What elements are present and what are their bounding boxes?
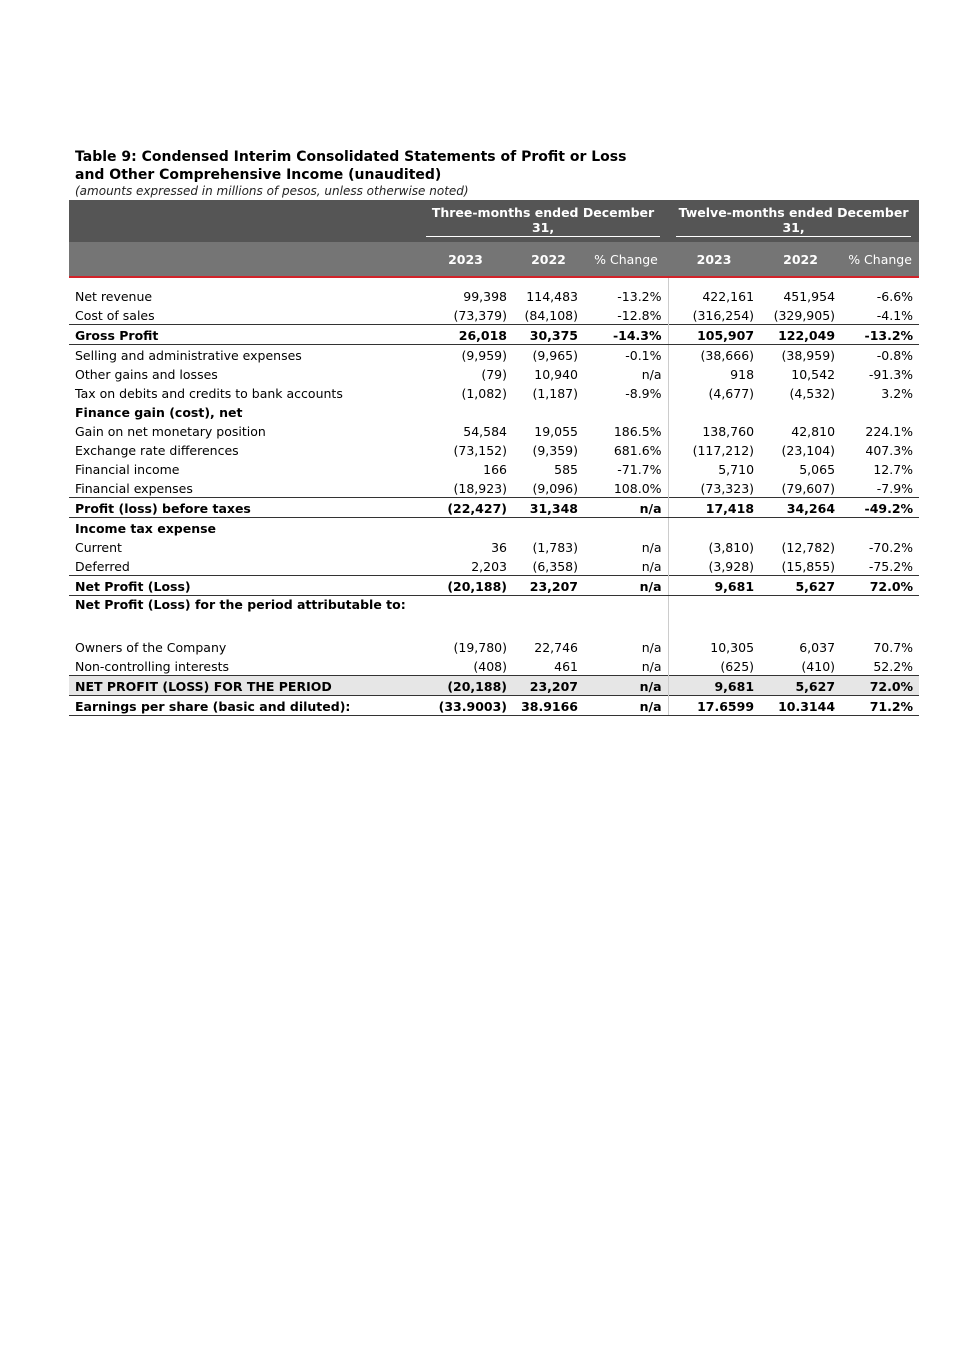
row-value: -13.2% <box>584 277 668 305</box>
header-col-2023-q: 2023 <box>418 242 513 277</box>
row-value: (117,212) <box>692 443 755 458</box>
table-row <box>69 498 919 518</box>
row-label: Selling and administrative expenses <box>75 348 302 363</box>
row-value: -13.2% <box>841 325 919 345</box>
row-label: Income tax expense <box>75 521 217 536</box>
row-value: -4.1% <box>876 308 914 323</box>
row-value: 9,681 <box>668 676 760 696</box>
header-group-twelve-months <box>668 200 919 242</box>
table-row <box>69 656 919 676</box>
row-value: 22,746 <box>534 640 578 655</box>
row-value: 114,483 <box>526 289 578 304</box>
table-row <box>69 478 919 498</box>
row-value: 3.2% <box>881 386 914 401</box>
row-label: Net Profit (Loss) <box>69 576 418 596</box>
header-col-pct-y: % Change <box>841 242 919 277</box>
table-row <box>69 440 919 459</box>
row-value: (3,928) <box>708 559 755 574</box>
row-value: 17.6599 <box>668 696 760 716</box>
row-value: (84,108) <box>524 308 578 323</box>
row-value: n/a <box>584 656 668 676</box>
row-value: -75.2% <box>868 559 914 574</box>
row-label: NET PROFIT (LOSS) FOR THE PERIOD <box>69 676 418 696</box>
row-value: n/a <box>584 537 668 556</box>
table-row <box>69 364 919 383</box>
row-value: (79,607) <box>781 481 836 496</box>
row-label: Gross Profit <box>69 325 418 345</box>
row-value: 99,398 <box>463 289 507 304</box>
row-label: Cost of sales <box>75 308 155 323</box>
table-row <box>69 518 919 538</box>
row-value: (20,188) <box>418 576 513 596</box>
row-label: Earnings per share (basic and diluted): <box>69 696 418 716</box>
row-value: -12.8% <box>584 305 668 325</box>
row-value: 12.7% <box>873 462 914 477</box>
row-value <box>760 402 841 421</box>
row-value: (6,358) <box>532 559 578 574</box>
row-value: 71.2% <box>841 696 919 716</box>
row-value: (316,254) <box>692 308 755 323</box>
table-row <box>69 459 919 478</box>
table-row <box>69 696 919 716</box>
row-value: -6.6% <box>876 289 914 304</box>
header-col-2022-q: 2022 <box>513 242 584 277</box>
row-value: (9,359) <box>532 443 578 458</box>
row-value: 5,710 <box>718 462 755 477</box>
row-value <box>584 518 668 538</box>
row-value: (33.9003) <box>418 696 513 716</box>
row-value: 19,055 <box>534 424 578 439</box>
row-label: Net Profit (Loss) for the period attributable to: <box>75 597 406 612</box>
row-value: 5,627 <box>760 676 841 696</box>
row-value: -70.2% <box>868 540 914 555</box>
row-value: 2,203 <box>471 559 507 574</box>
table-row <box>69 676 919 696</box>
row-label: Other gains and losses <box>75 367 218 382</box>
table-row <box>69 402 919 421</box>
statement-container <box>69 148 919 716</box>
row-label: Current <box>75 540 122 555</box>
row-value: (408) <box>473 659 507 674</box>
row-value: n/a <box>584 637 668 656</box>
row-value: 186.5% <box>584 421 668 440</box>
row-value: (3,810) <box>708 540 755 555</box>
row-label: Financial expenses <box>75 481 193 496</box>
row-value: n/a <box>584 364 668 383</box>
row-value: 36 <box>491 540 507 555</box>
table-row <box>69 576 919 596</box>
row-value: (18,923) <box>453 481 507 496</box>
row-label: Deferred <box>75 559 130 574</box>
row-value: 26,018 <box>418 325 513 345</box>
row-value: (625) <box>720 659 755 674</box>
row-value: 451,954 <box>783 289 836 304</box>
row-value: -91.3% <box>868 367 914 382</box>
row-value: 918 <box>730 367 755 382</box>
header-row-groups <box>69 200 919 242</box>
table-row <box>69 421 919 440</box>
row-value <box>513 518 584 538</box>
row-value: 5,065 <box>799 462 836 477</box>
row-label: Profit (loss) before taxes <box>69 498 418 518</box>
row-value: 70.7% <box>873 640 914 655</box>
row-value: (79) <box>481 367 507 382</box>
row-value: (22,427) <box>418 498 513 518</box>
row-value: 105,907 <box>668 325 760 345</box>
row-value: 585 <box>554 462 578 477</box>
row-value: 34,264 <box>760 498 841 518</box>
row-value: (73,323) <box>700 481 755 496</box>
row-label: Financial income <box>75 462 180 477</box>
row-value: -71.7% <box>584 459 668 478</box>
row-value: 422,161 <box>702 289 755 304</box>
header-group-twelve-months-label: Twelve-months ended December 31, <box>676 205 911 237</box>
header-group-three-months-label: Three-months ended December 31, <box>426 205 660 237</box>
income-statement-table <box>69 200 919 716</box>
row-value: 30,375 <box>513 325 584 345</box>
header-blank-2 <box>69 242 418 277</box>
table-row <box>69 556 919 576</box>
row-value: (19,780) <box>453 640 507 655</box>
row-value: -49.2% <box>841 498 919 518</box>
row-value: (9,965) <box>532 348 578 363</box>
row-value: 138,760 <box>702 424 755 439</box>
row-value: 72.0% <box>841 576 919 596</box>
row-label: Exchange rate differences <box>75 443 239 458</box>
row-value: (9,096) <box>532 481 578 496</box>
header-col-pct-q: % Change <box>584 242 668 277</box>
row-value <box>418 596 513 638</box>
row-value: (4,677) <box>708 386 755 401</box>
row-value: -8.9% <box>584 383 668 402</box>
row-value: (73,379) <box>453 308 507 323</box>
row-value: 42,810 <box>791 424 836 439</box>
row-value: (23,104) <box>781 443 836 458</box>
row-value <box>668 518 760 538</box>
table-row <box>69 383 919 402</box>
table-title-line2: and Other Comprehensive Income (unaudited) <box>75 167 442 183</box>
row-value: 10,305 <box>710 640 755 655</box>
table-row <box>69 305 919 325</box>
row-value: 224.1% <box>865 424 914 439</box>
header-blank <box>69 200 418 242</box>
row-value: (329,905) <box>773 308 836 323</box>
row-value: (15,855) <box>781 559 836 574</box>
row-value: 10,940 <box>534 367 578 382</box>
row-value: -0.8% <box>876 348 914 363</box>
row-value: 23,207 <box>513 676 584 696</box>
row-value: 52.2% <box>873 659 914 674</box>
header-col-2023-y: 2023 <box>668 242 760 277</box>
row-value: 166 <box>483 462 507 477</box>
row-value: (4,532) <box>789 386 836 401</box>
table-row <box>69 325 919 345</box>
row-label: Finance gain (cost), net <box>75 405 243 420</box>
table-row <box>69 637 919 656</box>
row-value: (20,188) <box>418 676 513 696</box>
row-value: (1,187) <box>532 386 578 401</box>
row-value: 122,049 <box>760 325 841 345</box>
row-value: 72.0% <box>841 676 919 696</box>
table-row <box>69 345 919 365</box>
row-value <box>418 518 513 538</box>
row-value: (38,666) <box>700 348 755 363</box>
row-value: 108.0% <box>584 478 668 498</box>
row-value <box>841 596 919 638</box>
row-value: (9,959) <box>461 348 507 363</box>
table-body <box>69 277 919 716</box>
row-label: Gain on net monetary position <box>75 424 266 439</box>
row-value: n/a <box>584 556 668 576</box>
row-value: 461 <box>554 659 578 674</box>
row-label: Tax on debits and credits to bank accounts <box>75 386 343 401</box>
table-row <box>69 537 919 556</box>
row-value: n/a <box>584 576 668 596</box>
row-value: 23,207 <box>513 576 584 596</box>
row-value <box>584 402 668 421</box>
row-value: -14.3% <box>584 325 668 345</box>
row-value: 17,418 <box>668 498 760 518</box>
row-value: 681.6% <box>584 440 668 459</box>
table-row <box>69 596 919 638</box>
row-value: (410) <box>801 659 836 674</box>
row-value <box>760 596 841 638</box>
row-value: n/a <box>584 676 668 696</box>
row-value: 9,681 <box>668 576 760 596</box>
header-row-columns <box>69 242 919 277</box>
row-value: 38.9166 <box>513 696 584 716</box>
table-subtitle: (amounts expressed in millions of pesos, unless otherwise noted) <box>75 184 469 198</box>
table-title-line1: Table 9: Condensed Interim Consolidated Statements of Profit or Loss <box>75 149 627 165</box>
row-value: 54,584 <box>463 424 507 439</box>
row-value: 407.3% <box>865 443 914 458</box>
row-value <box>760 518 841 538</box>
header-group-three-months <box>418 200 668 242</box>
row-value <box>584 596 668 638</box>
row-label: Net revenue <box>75 289 153 304</box>
row-value <box>418 402 513 421</box>
row-value <box>668 402 760 421</box>
row-label: Non-controlling interests <box>75 659 230 674</box>
row-label: Owners of the Company <box>75 640 227 655</box>
row-value: 31,348 <box>513 498 584 518</box>
row-value: 6,037 <box>799 640 836 655</box>
row-value <box>513 596 584 638</box>
row-value <box>668 596 760 638</box>
table-row <box>69 277 919 305</box>
row-value: 10.3144 <box>760 696 841 716</box>
row-value <box>841 402 919 421</box>
row-value: 5,627 <box>760 576 841 596</box>
row-value: -7.9% <box>876 481 914 496</box>
row-value: (1,082) <box>461 386 507 401</box>
row-value <box>513 402 584 421</box>
row-value: -0.1% <box>584 345 668 365</box>
row-value: (12,782) <box>781 540 836 555</box>
row-value: (38,959) <box>781 348 836 363</box>
row-value: (73,152) <box>453 443 507 458</box>
row-value: n/a <box>584 498 668 518</box>
row-value: 10,542 <box>791 367 836 382</box>
row-value: (1,783) <box>532 540 578 555</box>
header-col-2022-y: 2022 <box>760 242 841 277</box>
row-value: n/a <box>584 696 668 716</box>
row-value <box>841 518 919 538</box>
